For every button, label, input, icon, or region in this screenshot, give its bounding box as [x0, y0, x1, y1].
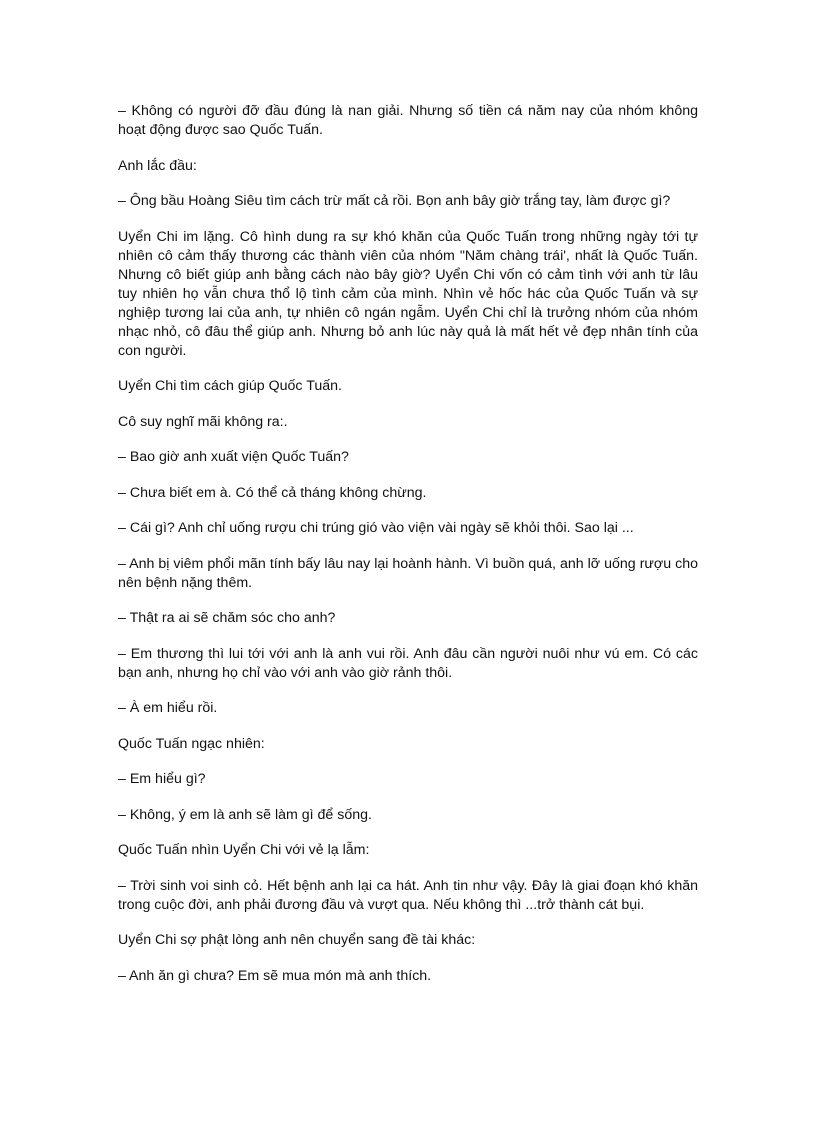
- paragraph: – Em hiểu gì?: [118, 771, 206, 787]
- paragraph: – Anh ăn gì chưa? Em sẽ mua món mà anh thích.: [118, 967, 432, 984]
- paragraph: – Ông bầu Hoàng Siêu tìm cách trừ mất cả rồi. Bọn anh bây giờ trắng tay, làm được gì?: [118, 193, 671, 209]
- paragraph: – Cái gì? Anh chỉ uống rượu chi trúng gió vào viện vài ngày sẽ khỏi thôi. Sao lại ...: [118, 520, 634, 536]
- paragraph: – Trời sinh voi sinh cỏ. Hết bệnh anh lại ca hát. Anh tin như vậy. Đây là giai đoạn khó khăn trong cuộc đời, anh phải đương đầu và vượt qua. Nếu không thì ...trở thành cát bụi.: [118, 877, 698, 913]
- paragraph: – Chưa biết em à. Có thể cả tháng không chừng.: [118, 484, 427, 501]
- paragraph: Anh lắc đầu:: [118, 157, 197, 174]
- paragraph: Cô suy nghĩ mãi không ra:.: [118, 413, 288, 430]
- paragraph: – Thật ra ai sẽ chăm sóc cho anh?: [118, 610, 336, 626]
- paragraph: Uyển Chi im lặng. Cô hình dung ra sự khó khăn của Quốc Tuấn trong những ngày tới tự nhiên cô cảm thấy thương các thành viên của nhóm "Năm chàng trái', nhất là Quốc Tuấn. Nhưng cô biết giúp anh bằng cách nào bây giờ? Uyển Chi vốn có cảm tình với anh từ lâu tuy nhiên họ vẫn chưa thổ lộ tình cảm của mình. Nhìn vẻ hốc hác của Quốc Tuấn và sự nghiệp tương lai của anh, tự nhiên cô ngán ngẫm. Uyển Chi chỉ là trưởng nhóm của nhóm nhạc nhỏ, cô đâu thể giúp anh. Nhưng bỏ anh lúc này quả là mất hết vẻ đẹp nhân tính của con người.: [118, 228, 698, 359]
- paragraph: Quốc Tuấn nhìn Uyển Chi với vẻ lạ lẫm:: [118, 842, 370, 858]
- paragraph: – Anh bị viêm phổi mãn tính bấy lâu nay lại hoành hành. Vì buồn quá, anh lỡ uống rượu cho nên bệnh nặng thêm.: [118, 555, 698, 591]
- paragraph: – Em thương thì lui tới với anh là anh vui rồi. Anh đâu cần người nuôi như vú em. Có các bạn anh, nhưng họ chỉ vào với anh vào giờ rảnh thôi.: [118, 645, 698, 681]
- paragraph: – Không, ý em là anh sẽ làm gì để sống.: [118, 806, 372, 823]
- paragraph: Uyển Chi tìm cách giúp Quốc Tuấn.: [118, 378, 342, 394]
- document-page: [118, 102, 698, 1002]
- paragraph: – Bao giờ anh xuất viện Quốc Tuấn?: [118, 449, 349, 465]
- paragraph: Uyển Chi sợ phật lòng anh nên chuyển sang đề tài khác:: [118, 932, 476, 948]
- paragraph: – À em hiểu rồi.: [118, 700, 218, 716]
- paragraph: – Không có người đỡ đầu đúng là nan giải. Nhưng số tiền cá năm nay của nhóm không hoạt động được sao Quốc Tuấn.: [118, 103, 698, 138]
- paragraph: Quốc Tuấn ngạc nhiên:: [118, 735, 265, 752]
